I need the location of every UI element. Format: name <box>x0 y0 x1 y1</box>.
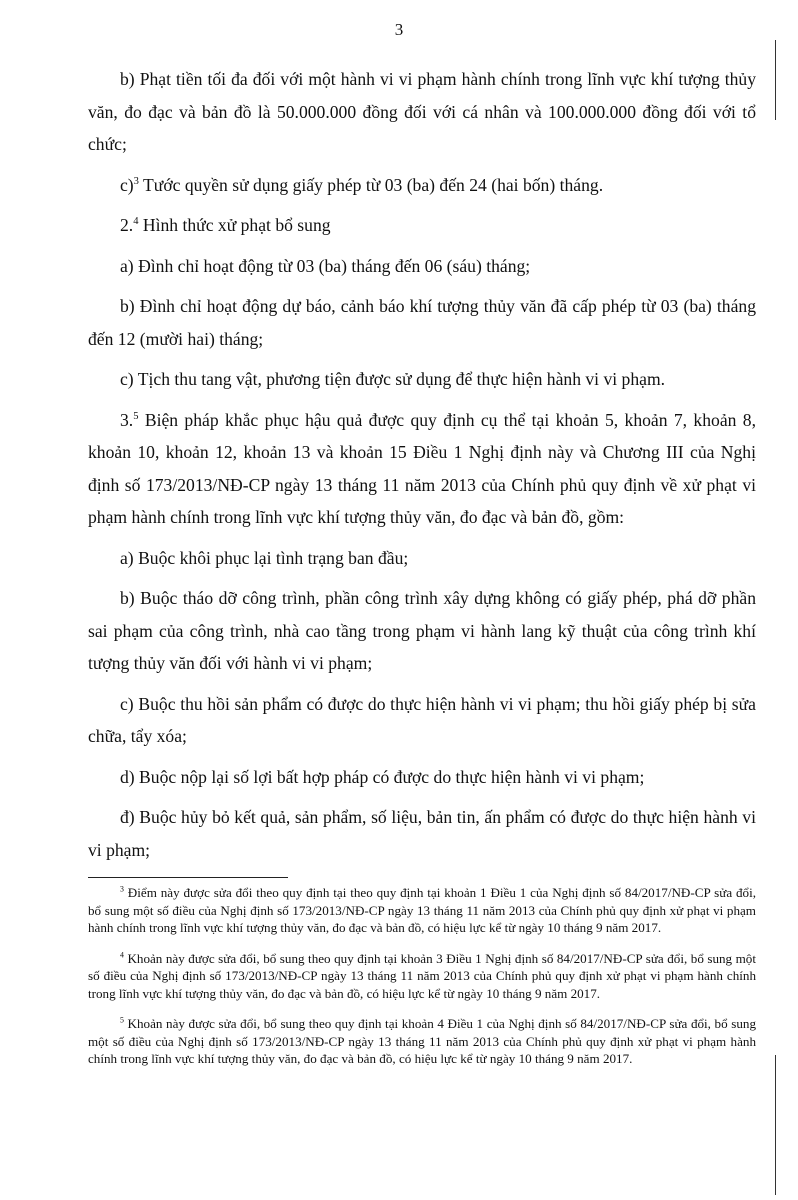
footnote-ref[interactable]: 3 <box>133 175 139 187</box>
footnotes <box>88 884 756 1081</box>
paragraph: 2.$^4$ Hình thức xử phạt bổ sung <box>120 215 331 235</box>
footnote: $^4$ Khoản này được sửa đổi, bổ sung theo quy định tại khoản 3 Điều 1 Nghị định số 84/2017/NĐ-CP sửa đổi, bổ sung một số điều của Nghị định số 173/2013/NĐ-CP ngày 13 tháng 11 năm 2013 của Chính phủ quy định xử phạt vi phạm hành chính trong lĩnh vực khí tượng thủy văn, đo đạc và bản đồ, có hiệu lực kể từ ngày 10 tháng 9 năm 2017. <box>88 950 756 1001</box>
page-number: 3 <box>394 20 404 39</box>
footnote-divider <box>88 877 288 878</box>
paragraph: 3.$^5$ Biện pháp khắc phục hậu quả được quy định cụ thể tại khoản 5, khoản 7, khoản 8, khoản 10, khoản 12, khoản 13 và khoản 15 Điều 1 Nghị định này và Chương III của Nghị định số 173/2013/NĐ-CP ngày 13 tháng 11 năm 2013 của Chính phủ quy định về xử phạt vi phạm hành chính trong lĩnh vực khí tượng thủy văn, đo đạc và bản đồ, gồm: <box>88 409 756 527</box>
footnote-ref[interactable]: 4 <box>133 216 139 228</box>
margin-mark <box>775 40 776 120</box>
paragraph: b) Phạt tiền tối đa đối với một hành vi vi phạm hành chính trong lĩnh vực khí tượng thủy văn, đo đạc và bản đồ là 50.000.000 đồng đối với cá nhân và 100.000.000 đồng đối với tổ chức; <box>88 69 756 154</box>
paragraph: a) Đình chỉ hoạt động từ 03 (ba) tháng đến 06 (sáu) tháng; <box>120 255 531 276</box>
footnote: $^5$ Khoản này được sửa đổi, bổ sung theo quy định tại khoản 4 Điều 1 của Nghị định số 84/2017/NĐ-CP sửa đổi, bổ sung một số điều của Nghị định số 173/2013/NĐ-CP ngày 13 tháng 11 năm 2013 của Chính phủ quy định xử phạt vi phạm hành chính trong lĩnh vực khí tượng thủy văn, đo đạc và bản đồ, có hiệu lực kể từ ngày 10 tháng 9 năm 2017. <box>88 1015 756 1066</box>
paragraph: b) Buộc tháo dỡ công trình, phần công trình xây dựng không có giấy phép, phá dỡ phần sai phạm của công trình, nhà cao tầng trong phạm vi hành lang kỹ thuật của công trình khí tượng thủy văn đối với hành vi vi phạm; <box>88 588 756 673</box>
paragraph: c)$^3$ Tước quyền sử dụng giấy phép từ 03 (ba) đến 24 (hai bốn) tháng. <box>120 174 604 195</box>
paragraph: c) Buộc thu hồi sản phẩm có được do thực hiện hành vi vi phạm; thu hồi giấy phép bị sửa chữa, tẩy xóa; <box>88 693 756 746</box>
paragraph: đ) Buộc hủy bỏ kết quả, sản phẩm, số liệu, bản tin, ấn phẩm có được do thực hiện hành vi vi phạm; <box>88 807 756 860</box>
margin-mark <box>775 1055 776 1195</box>
main-text <box>88 63 756 874</box>
paragraph: a) Buộc khôi phục lại tình trạng ban đầu; <box>120 547 409 568</box>
footnote: $^3$ Điểm này được sửa đổi theo quy định tại theo quy định tại khoản 1 Điều 1 của Nghị định số 84/2017/NĐ-CP sửa đổi, bổ sung một số điều của Nghị định số 173/2013/NĐ-CP ngày 13 tháng 11 năm 2013 của Chính phủ quy định xử phạt vi phạm hành chính trong lĩnh vực khí tượng thủy văn, đo đạc và bản đồ, có hiệu lực kể từ ngày 10 tháng 9 năm 2017. <box>88 884 756 935</box>
footnote-ref[interactable]: 5 <box>133 410 139 422</box>
paragraph: d) Buộc nộp lại số lợi bất hợp pháp có được do thực hiện hành vi vi phạm; <box>120 766 645 787</box>
paragraph: b) Đình chỉ hoạt động dự báo, cảnh báo khí tượng thủy văn đã cấp phép từ 03 (ba) tháng đến 12 (mười hai) tháng; <box>88 296 756 349</box>
paragraph: c) Tịch thu tang vật, phương tiện được sử dụng để thực hiện hành vi vi phạm. <box>120 369 666 389</box>
